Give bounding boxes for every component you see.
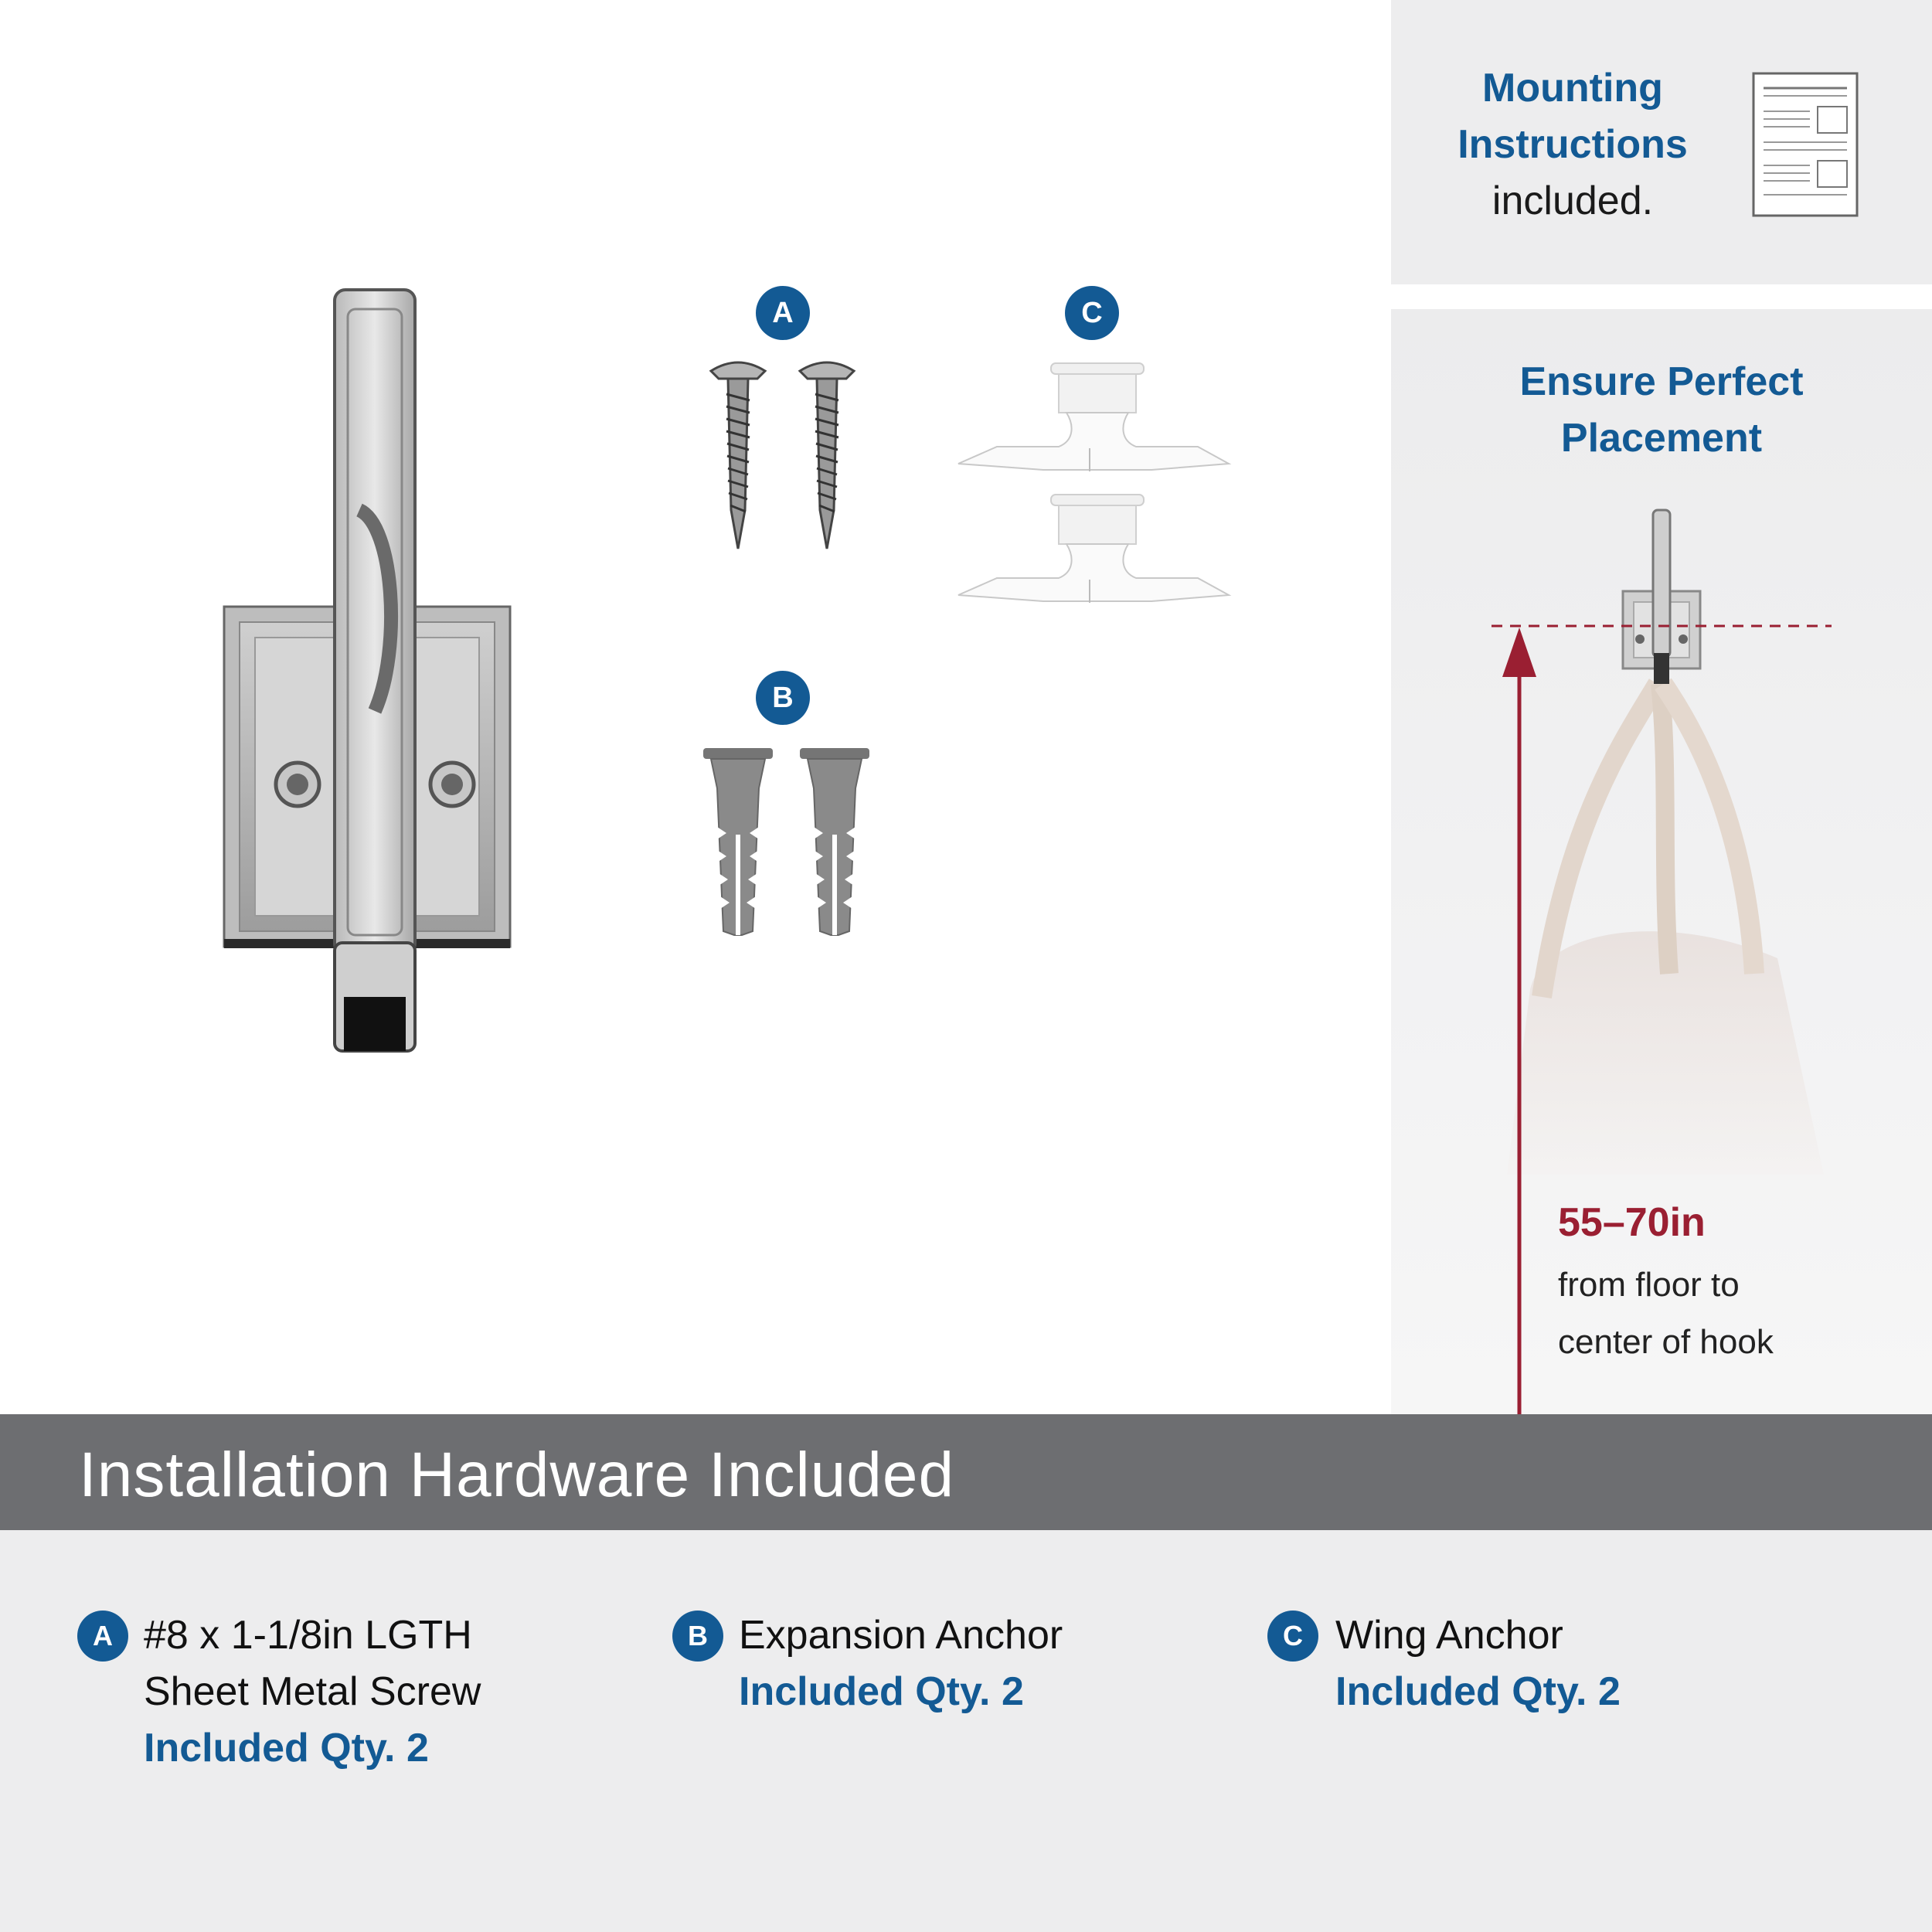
bag-strap-middle [1660, 684, 1669, 974]
item-a-badge: A [77, 1611, 128, 1662]
expansion-anchor-right [800, 748, 869, 935]
height-arrow-head [1502, 628, 1536, 677]
badge-a: A [756, 286, 810, 340]
placement-title-line1: Ensure Perfect [1519, 359, 1804, 404]
badge-b: B [756, 671, 810, 725]
expansion-anchors-image [696, 742, 881, 943]
document-icon [1751, 71, 1859, 218]
wing-anchors-image [951, 355, 1244, 603]
badge-c: C [1065, 286, 1119, 340]
item-a-description [144, 1607, 481, 1777]
bag-strap-right [1663, 684, 1754, 974]
item-c-badge: C [1267, 1611, 1318, 1662]
range-line2: center of hook [1558, 1323, 1774, 1361]
range-line1: from floor to [1558, 1266, 1740, 1304]
placement-title-line2: Placement [1560, 416, 1763, 461]
item-b-qty: Included Qty. 2 [739, 1669, 1024, 1714]
height-range-value: 55–70in [1558, 1200, 1706, 1245]
item-c-description [1335, 1607, 1621, 1720]
item-c-line1: Wing Anchor [1335, 1613, 1563, 1658]
mounting-line2: Instructions [1458, 122, 1688, 167]
item-a-line2: Sheet Metal Screw [144, 1669, 481, 1714]
mini-hook-arm [1653, 510, 1670, 657]
placement-title [1391, 354, 1932, 467]
item-b-line1: Expansion Anchor [739, 1613, 1063, 1658]
wing-anchor-top [958, 363, 1229, 471]
item-b-description [739, 1607, 1063, 1720]
expansion-anchor-left [703, 748, 773, 935]
screw-right [800, 362, 854, 549]
mounting-instructions-text [1422, 60, 1723, 230]
mounting-line1: Mounting [1482, 66, 1663, 111]
height-range-description [1558, 1257, 1774, 1371]
item-c-qty: Included Qty. 2 [1335, 1669, 1621, 1714]
item-a-line1: #8 x 1-1/8in LGTH [144, 1613, 472, 1658]
banner-title: Installation Hardware Included [79, 1440, 955, 1510]
mounting-line3: included. [1492, 179, 1654, 223]
item-a-qty: Included Qty. 2 [144, 1726, 429, 1770]
item-b-badge: B [672, 1611, 723, 1662]
sheet-metal-screws-image [696, 355, 881, 595]
wing-anchor-bottom [958, 495, 1229, 603]
screw-left [711, 362, 765, 549]
hook-product-image [216, 278, 618, 1066]
